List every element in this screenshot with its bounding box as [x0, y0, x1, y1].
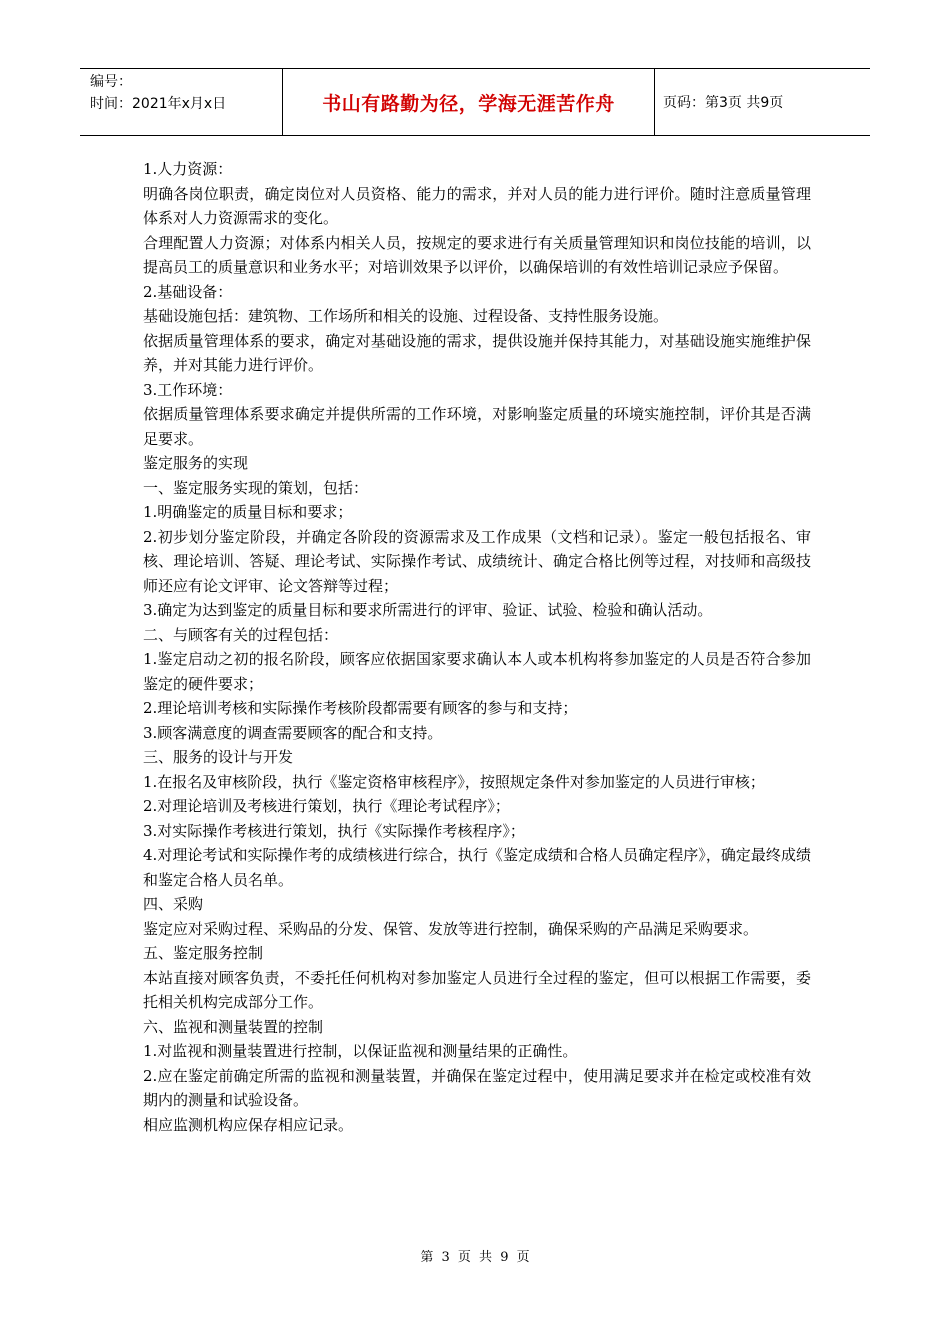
body-paragraph: 3.顾客满意度的调查需要顾客的配合和支持。: [143, 723, 443, 742]
body-paragraph: 依据质量管理体系的要求，确定对基础设施的需求，提供设施并保持其能力，对基础设施实施维护保养，并对其能力进行评价。: [143, 331, 811, 374]
body-paragraph: 2.对理论培训及考核进行策划，执行《理论考试程序》；: [143, 797, 510, 815]
body-paragraph: 二、与顾客有关的过程包括：: [143, 625, 339, 644]
body-paragraph: 2.初步划分鉴定阶段，并确定各阶段的资源需求及工作成果（文档和记录）。鉴定一般包括报名、审核、理论培训、答疑、理论考试、实际操作考试、成绩统计、确定合格比例等过程，对技师和高级技师还应有论文评审、论文答辩等过程；: [143, 527, 811, 595]
body-paragraph: 3.确定为达到鉴定的质量目标和要求所需进行的评审、验证、试验、检验和确认活动。: [143, 601, 713, 619]
body-paragraph: 2.应在鉴定前确定所需的监视和测量装置，并确保在鉴定过程中，使用满足要求并在检定或校准有效期内的测量和试验设备。: [143, 1066, 811, 1109]
document-date: 时间：2021年x月x日: [90, 96, 227, 112]
body-paragraph: 六、监视和测量装置的控制: [143, 1017, 324, 1036]
body-paragraph: 四、采购: [143, 895, 204, 913]
body-paragraph: 依据质量管理体系要求确定并提供所需的工作环境，对影响鉴定质量的环境实施控制，评价其是否满足要求。: [143, 405, 811, 448]
body-paragraph: 3.对实际操作考核进行策划，执行《实际操作考核程序》；: [143, 821, 525, 840]
body-paragraph: 五、鉴定服务控制: [143, 944, 264, 962]
body-paragraph: 相应监测机构应保存相应记录。: [143, 1115, 354, 1134]
body-paragraph: 鉴定服务的实现: [143, 454, 249, 472]
document-number-label: 编号：: [90, 74, 132, 90]
header-motto: 书山有路勤为径，学海无涯苦作舟: [283, 69, 655, 135]
body-paragraph: 1.对监视和测量装置进行控制，以保证监视和测量结果的正确性。: [143, 1042, 578, 1060]
body-paragraph: 1.鉴定启动之初的报名阶段，顾客应依据国家要求确认本人或本机构将参加鉴定的人员是否符合参加鉴定的硬件要求；: [143, 650, 811, 693]
body-paragraph: 三、服务的设计与开发: [143, 748, 294, 766]
body-paragraph: 1.人力资源：: [143, 160, 233, 178]
document-body: [143, 157, 811, 1137]
page-header: [80, 68, 870, 136]
body-paragraph: 基础设施包括：建筑物、工作场所和相关的设施、过程设备、支持性服务设施。: [143, 307, 669, 325]
body-paragraph: 一、鉴定服务实现的策划，包括：: [143, 478, 369, 497]
body-paragraph: 2.基础设备：: [143, 282, 233, 301]
body-paragraph: 合理配置人力资源；对体系内相关人员，按规定的要求进行有关质量管理知识和岗位技能的培训，以提高员工的质量意识和业务水平；对培训效果予以评价，以确保培训的有效性培训记录应予保留。: [143, 233, 811, 276]
body-paragraph: 3.工作环境：: [143, 380, 233, 399]
body-paragraph: 4.对理论考试和实际操作考的成绩核进行综合，执行《鉴定成绩和合格人员确定程序》，确定最终成绩和鉴定合格人员名单。: [143, 846, 811, 889]
body-paragraph: 本站直接对顾客负责，不委托任何机构对参加鉴定人员进行全过程的鉴定，但可以根据工作需要，委托相关机构完成部分工作。: [143, 968, 811, 1011]
body-paragraph: 2.理论培训考核和实际操作考核阶段都需要有顾客的参与和支持；: [143, 699, 578, 717]
body-paragraph: 1.在报名及审核阶段，执行《鉴定资格审核程序》，按照规定条件对参加鉴定的人员进行审核；: [143, 772, 765, 791]
header-page-info: 页码：第3页 共9页: [663, 95, 784, 111]
body-paragraph: 1.明确鉴定的质量目标和要求；: [143, 503, 353, 521]
body-paragraph: 鉴定应对采购过程、采购品的分发、保管、发放等进行控制，确保采购的产品满足采购要求。: [143, 919, 759, 938]
page-footer: 第 3 页 共 9 页: [420, 1250, 530, 1265]
body-paragraph: 明确各岗位职责，确定岗位对人员资格、能力的需求，并对人员的能力进行评价。随时注意质量管理体系对人力资源需求的变化。: [143, 184, 811, 227]
header-meta: [80, 69, 283, 135]
